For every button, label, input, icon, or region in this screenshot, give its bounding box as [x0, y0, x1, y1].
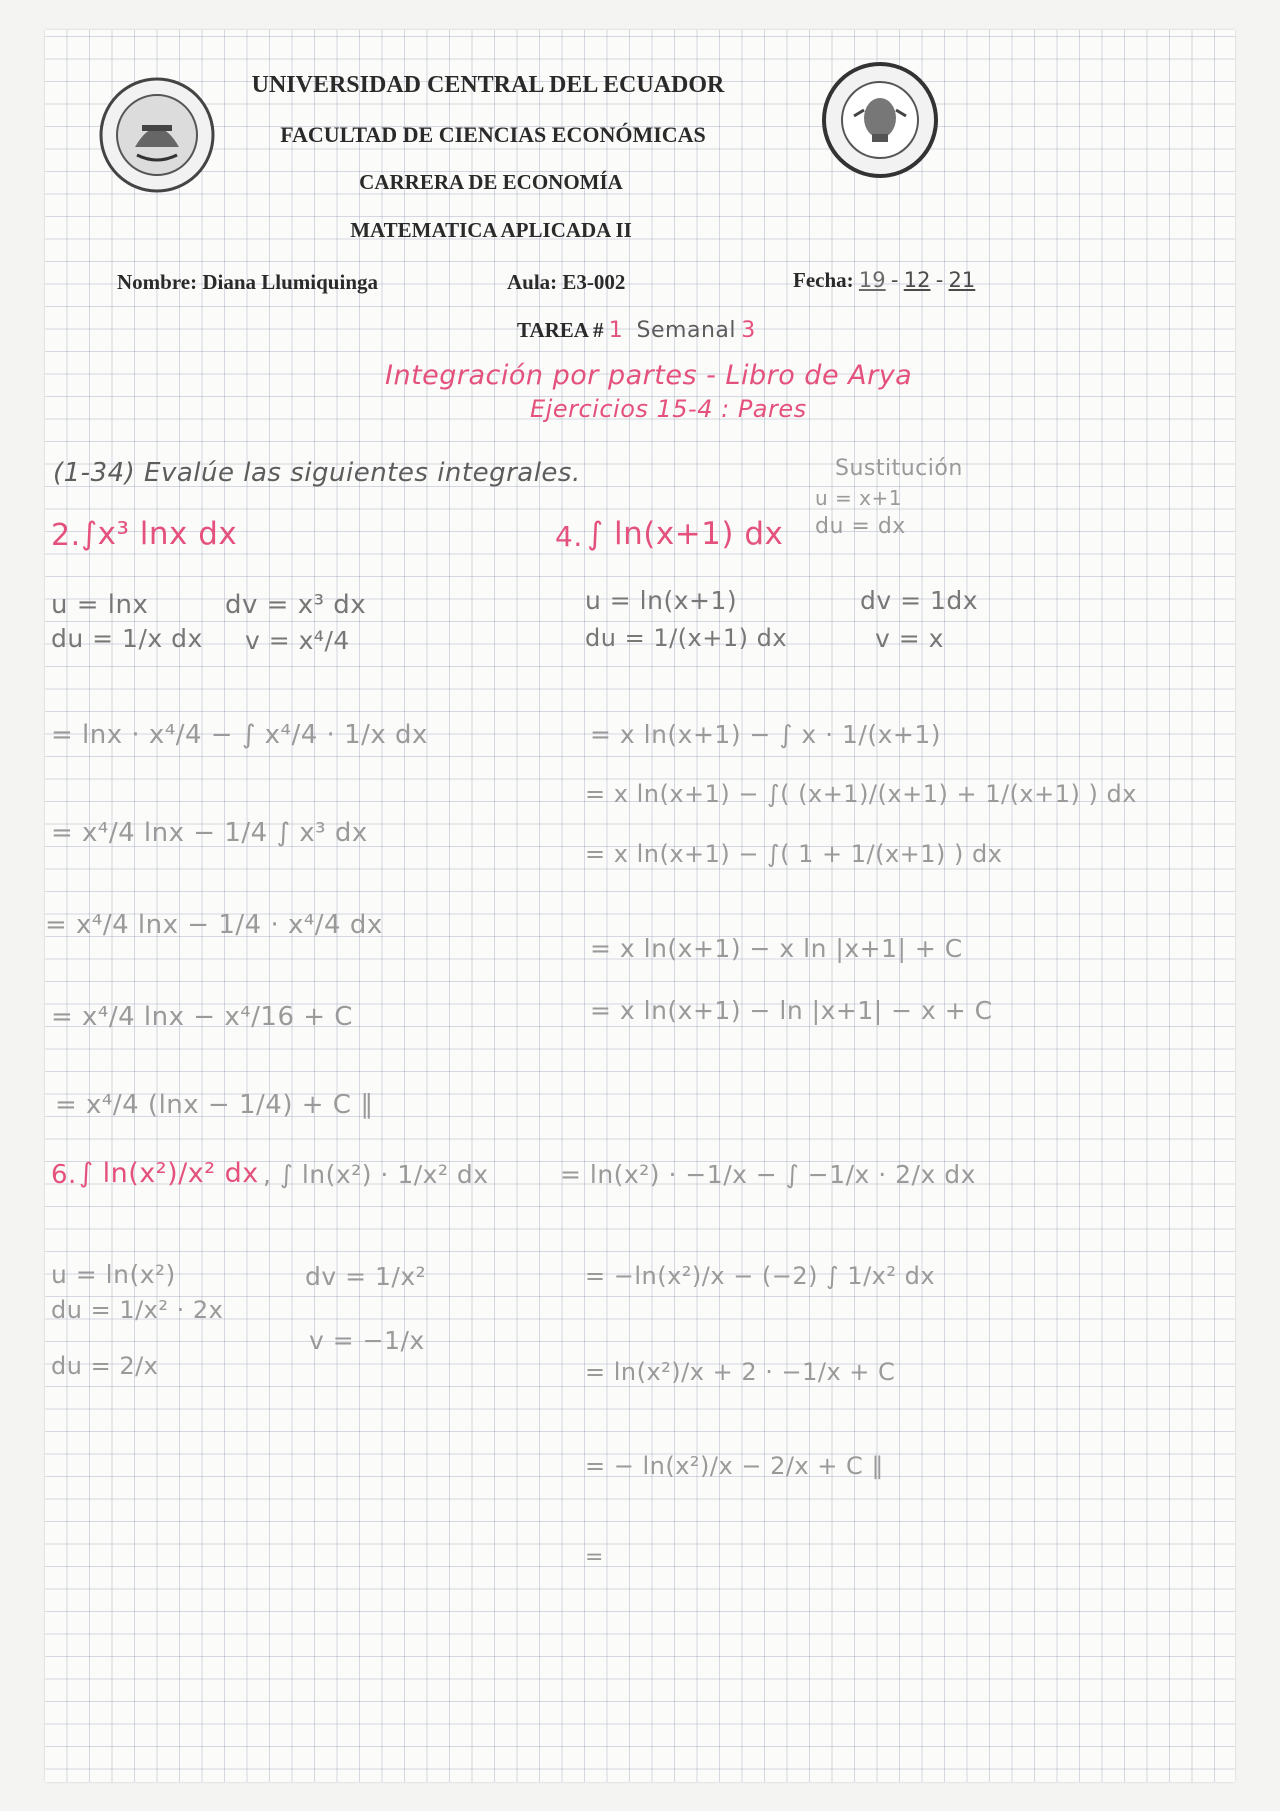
task-label: TAREA # [517, 318, 604, 342]
problem-4-step-5: = x ln(x+1) − ln |x+1| − x + C [590, 996, 993, 1025]
task-line [517, 318, 756, 343]
task-number: 1 [608, 318, 624, 343]
problem-6-rewrite: , ∫ ln(x²) · 1/x² dx [263, 1160, 489, 1189]
university-seal [97, 75, 217, 195]
career-name: CARRERA DE ECONOMÍA [359, 170, 623, 194]
faculty-seal [820, 60, 940, 180]
university-name: UNIVERSIDAD CENTRAL DEL ECUADOR [251, 72, 725, 98]
instructions: (1-34) Evalúe las siguientes integrales. [53, 458, 581, 488]
date-label: Fecha: [793, 268, 854, 292]
problem-6-dv: dv = 1/x² [305, 1262, 427, 1291]
problem-2-step-2: = x⁴/4 lnx − 1/4 ∫ x³ dx [51, 818, 368, 848]
problem-6-u: u = ln(x²) [51, 1260, 176, 1289]
problem-6-step-2: = −ln(x²)/x − (−2) ∫ 1/x² dx [585, 1262, 936, 1290]
room-label: Aula: E3-002 [507, 270, 626, 294]
graph-paper-sheet [45, 30, 1235, 1782]
problem-6-du: du = 1/x² · 2x [51, 1296, 224, 1324]
problem-6-label: 6. [51, 1160, 77, 1190]
problem-2-du: du = 1/x dx [51, 624, 203, 653]
problem-2-u: u = lnx [51, 590, 149, 620]
date-field [793, 268, 975, 293]
problem-4-step-3: = x ln(x+1) − ∫( 1 + 1/(x+1) ) dx [585, 840, 1003, 868]
problem-2-v: v = x⁴/4 [245, 626, 350, 655]
date-separator: - [890, 268, 899, 292]
problem-6-v: v = −1/x [309, 1326, 425, 1355]
problem-2-label: 2. [51, 518, 81, 553]
problem-4-u: u = ln(x+1) [585, 586, 738, 615]
problem-4-step-2: = x ln(x+1) − ∫( (x+1)/(x+1) + 1/(x+1) ) dx [585, 780, 1137, 808]
problem-6-step-3: = ln(x²)/x + 2 · −1/x + C [585, 1358, 896, 1386]
problem-4-label: 4. [555, 520, 583, 553]
problem-6-step-5: = [585, 1545, 604, 1570]
problem-6-step-1: = ln(x²) · −1/x − ∫ −1/x · 2/x dx [560, 1160, 976, 1189]
problem-4-step-4: = x ln(x+1) − x ln |x+1| + C [590, 934, 963, 963]
problem-2-step-4: = x⁴/4 lnx − x⁴/16 + C [51, 1002, 353, 1032]
assignment-title: Integración por partes - Libro de Arya [385, 360, 913, 391]
date-day: 19 [858, 268, 886, 292]
week-number: 3 [741, 318, 756, 343]
student-name: Nombre: Diana Llumiquinga [117, 270, 378, 294]
problem-2-step-1: = lnx · x⁴/4 − ∫ x⁴/4 · 1/x dx [51, 720, 428, 750]
faculty-name: FACULTAD DE CIENCIAS ECONÓMICAS [280, 122, 706, 147]
problem-2-dv: dv = x³ dx [225, 590, 367, 620]
problem-4-note-u: u = x+1 [815, 486, 902, 510]
problem-4-v: v = x [875, 624, 944, 653]
problem-2-step-3: = x⁴/4 lnx − 1/4 · x⁴/4 dx [45, 910, 383, 940]
problem-4-du: du = 1/(x+1) dx [585, 624, 788, 652]
problem-6-statement: ∫ ln(x²)/x² dx [79, 1158, 259, 1189]
date-month: 12 [903, 268, 931, 292]
course-name: MATEMATICA APLICADA II [350, 218, 632, 242]
problem-6-step-4: = − ln(x²)/x − 2/x + C ∥ [585, 1452, 884, 1480]
problem-2-statement: ∫x³ lnx dx [81, 516, 238, 552]
assignment-subtitle: Ejercicios 15-4 : Pares [530, 395, 807, 423]
date-separator: - [935, 268, 944, 292]
date-year: 21 [948, 268, 976, 292]
problem-4-note-du: du = dx [815, 514, 906, 539]
problem-2-step-5: = x⁴/4 (lnx − 1/4) + C ∥ [55, 1090, 374, 1120]
problem-4-note-title: Sustitución [835, 456, 963, 481]
problem-4-statement: ∫ ln(x+1) dx [587, 516, 784, 552]
problem-6-du-simplified: du = 2/x [51, 1352, 159, 1380]
problem-4-step-1: = x ln(x+1) − ∫ x · 1/(x+1) [590, 720, 942, 749]
problem-4-dv: dv = 1dx [860, 586, 979, 615]
week-label: Semanal [636, 318, 736, 343]
